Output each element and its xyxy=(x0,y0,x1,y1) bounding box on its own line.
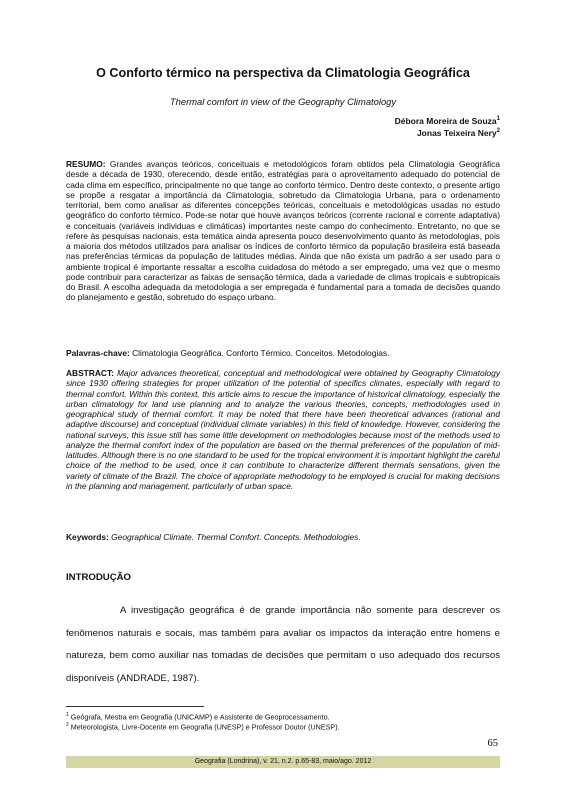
keywords xyxy=(66,532,500,542)
section-heading-introducao: INTRODUÇÃO xyxy=(66,572,132,583)
resumo-text: Grandes avanços teóricos, conceituais e metodológicos foram obtidos pela Climatologia Geográfica desde a década de 1930, oferecendo, desde então, estratégias para o aproveitamento adequado do potencial de cada clima em específico, principalmente no que tange ao conforto térmico. Dentro deste contexto, o presente artigo se propõe a resgatar a importância da Climatologia, sobretudo da Climatologia Urbana, para o ordenamento territorial, bem como analisar as diferentes concepções teóricas, conceituais e metodológicas usadas no estudo geográfico do conforto térmico. Pode-se notar que houve avanços teóricos (corrente racional e corrente adaptativa) e conceituais (variáveis individuas e climáticas) importantes neste campo do conhecimento. Entretanto, no que se refere às pesquisas nacionais, esta temática ainda apresenta pouco desenvolvimento quanto às metodologias, pois a maioria dos métodos utilizados para analisar os índices de conforto térmico da população brasileira está baseada nas preferências térmicas da população de latitudes médias. Ainda que não exista um padrão a ser usado para o ambiente tropical é importante ressaltar a escolha cuidadosa do método a ser empregado, uma vez que o mesmo pode contribuir para caracterizar as faixas de sensação térmica, dada a variedade de climas tropicais e subtropicais do Brasil. A escolha adequada da metodologia a ser empregada é fundamental para a tomada de decisões quando do planejamento e gestão, sobretudo do espaço urbano. xyxy=(66,159,500,303)
resumo-paragraph xyxy=(66,159,500,303)
author-name: Jonas Teixeira Nery xyxy=(416,128,497,138)
keywords-text: Geographical Climate. Thermal Comfort. Concepts. Methodologies. xyxy=(111,532,361,542)
resumo-label: RESUMO: xyxy=(66,159,106,169)
author-footnote-ref: 2 xyxy=(496,128,500,135)
author-name: Débora Moreira de Souza xyxy=(394,116,497,126)
introducao-paragraph: A investigação geográfica é de grande importância não somente para descrever os fenômenos naturais e socais, mas também para avaliar os impactos da interação entre homens e natureza, bem como auxiliar nas tomadas de decisões que permitam o uso adequado dos recursos disponíveis (ANDRADE, 1987). xyxy=(66,605,500,684)
author-2 xyxy=(417,128,500,138)
footnote-2 xyxy=(66,722,340,731)
footnote-text: Meteorologista, Livre-Docente em Geografia (UNESP) e Professor Doutor (UNESP). xyxy=(70,722,340,732)
article-title: O Conforto térmico na perspectiva da Climatologia Geográfica xyxy=(96,66,470,80)
abstract-text: Major advances theoretical, conceptual and methodological were obtained by Geography Climatology since 1930 offering strategies for proper utilization of the potential of specifics climates, especially with regard to thermal comfort. Within this context, this article aims to rescue the importance of historical climatology, especially the urban climatology for land use planning and to analyze the various theories, concepts, methodologies used in geographical study of thermal comfort. It may be noted that there have been theoretical advances (rational and adaptive discourse) and conceptual (individual climate variables) in this field of knowledge. However, considering the national surveys, this issue still has some little development on methodologies because most of the methods used to analyze the thermal comfort index of the population are based on the thermal preferences of the population of mid-latitudes. Although there is no one standard to be used for the tropical environment it is important highlight the careful choice of the method to be used, once it can contribute to characterize different thermals sensations, given the variety of climate of the Brazil. The choice of appropriate methodology to be employed is crucial for making decisions in the planning and management, particularly of urban space. xyxy=(66,368,501,491)
footnote-marker: 2 xyxy=(66,722,69,728)
footnote-divider xyxy=(66,706,204,707)
palavras-chave xyxy=(66,348,500,358)
author-footnote-ref: 1 xyxy=(496,116,500,123)
author-1 xyxy=(395,116,500,126)
page-number: 65 xyxy=(487,738,498,749)
abstract-label: ABSTRACT: xyxy=(66,368,114,378)
palavras-chave-text: Climatologia Geográfica. Conforto Térmico. Conceitos. Metodologias. xyxy=(132,348,390,358)
journal-footer: Geografia (Londrina), v. 21, n.2. p.65-83, maio/ago. 2012 xyxy=(66,756,500,768)
keywords-label: Keywords: xyxy=(66,532,109,542)
article-subtitle: Thermal comfort in view of the Geography Climatology xyxy=(169,96,397,107)
abstract-paragraph xyxy=(66,368,500,491)
footnote-marker: 1 xyxy=(66,712,69,718)
palavras-chave-label: Palavras-chave: xyxy=(66,348,130,358)
footnote-1 xyxy=(66,712,330,721)
footnote-text: Geógrafa, Mestra em Geografia (UNICAMP) e Assistente de Geoprocessamento. xyxy=(70,712,330,722)
